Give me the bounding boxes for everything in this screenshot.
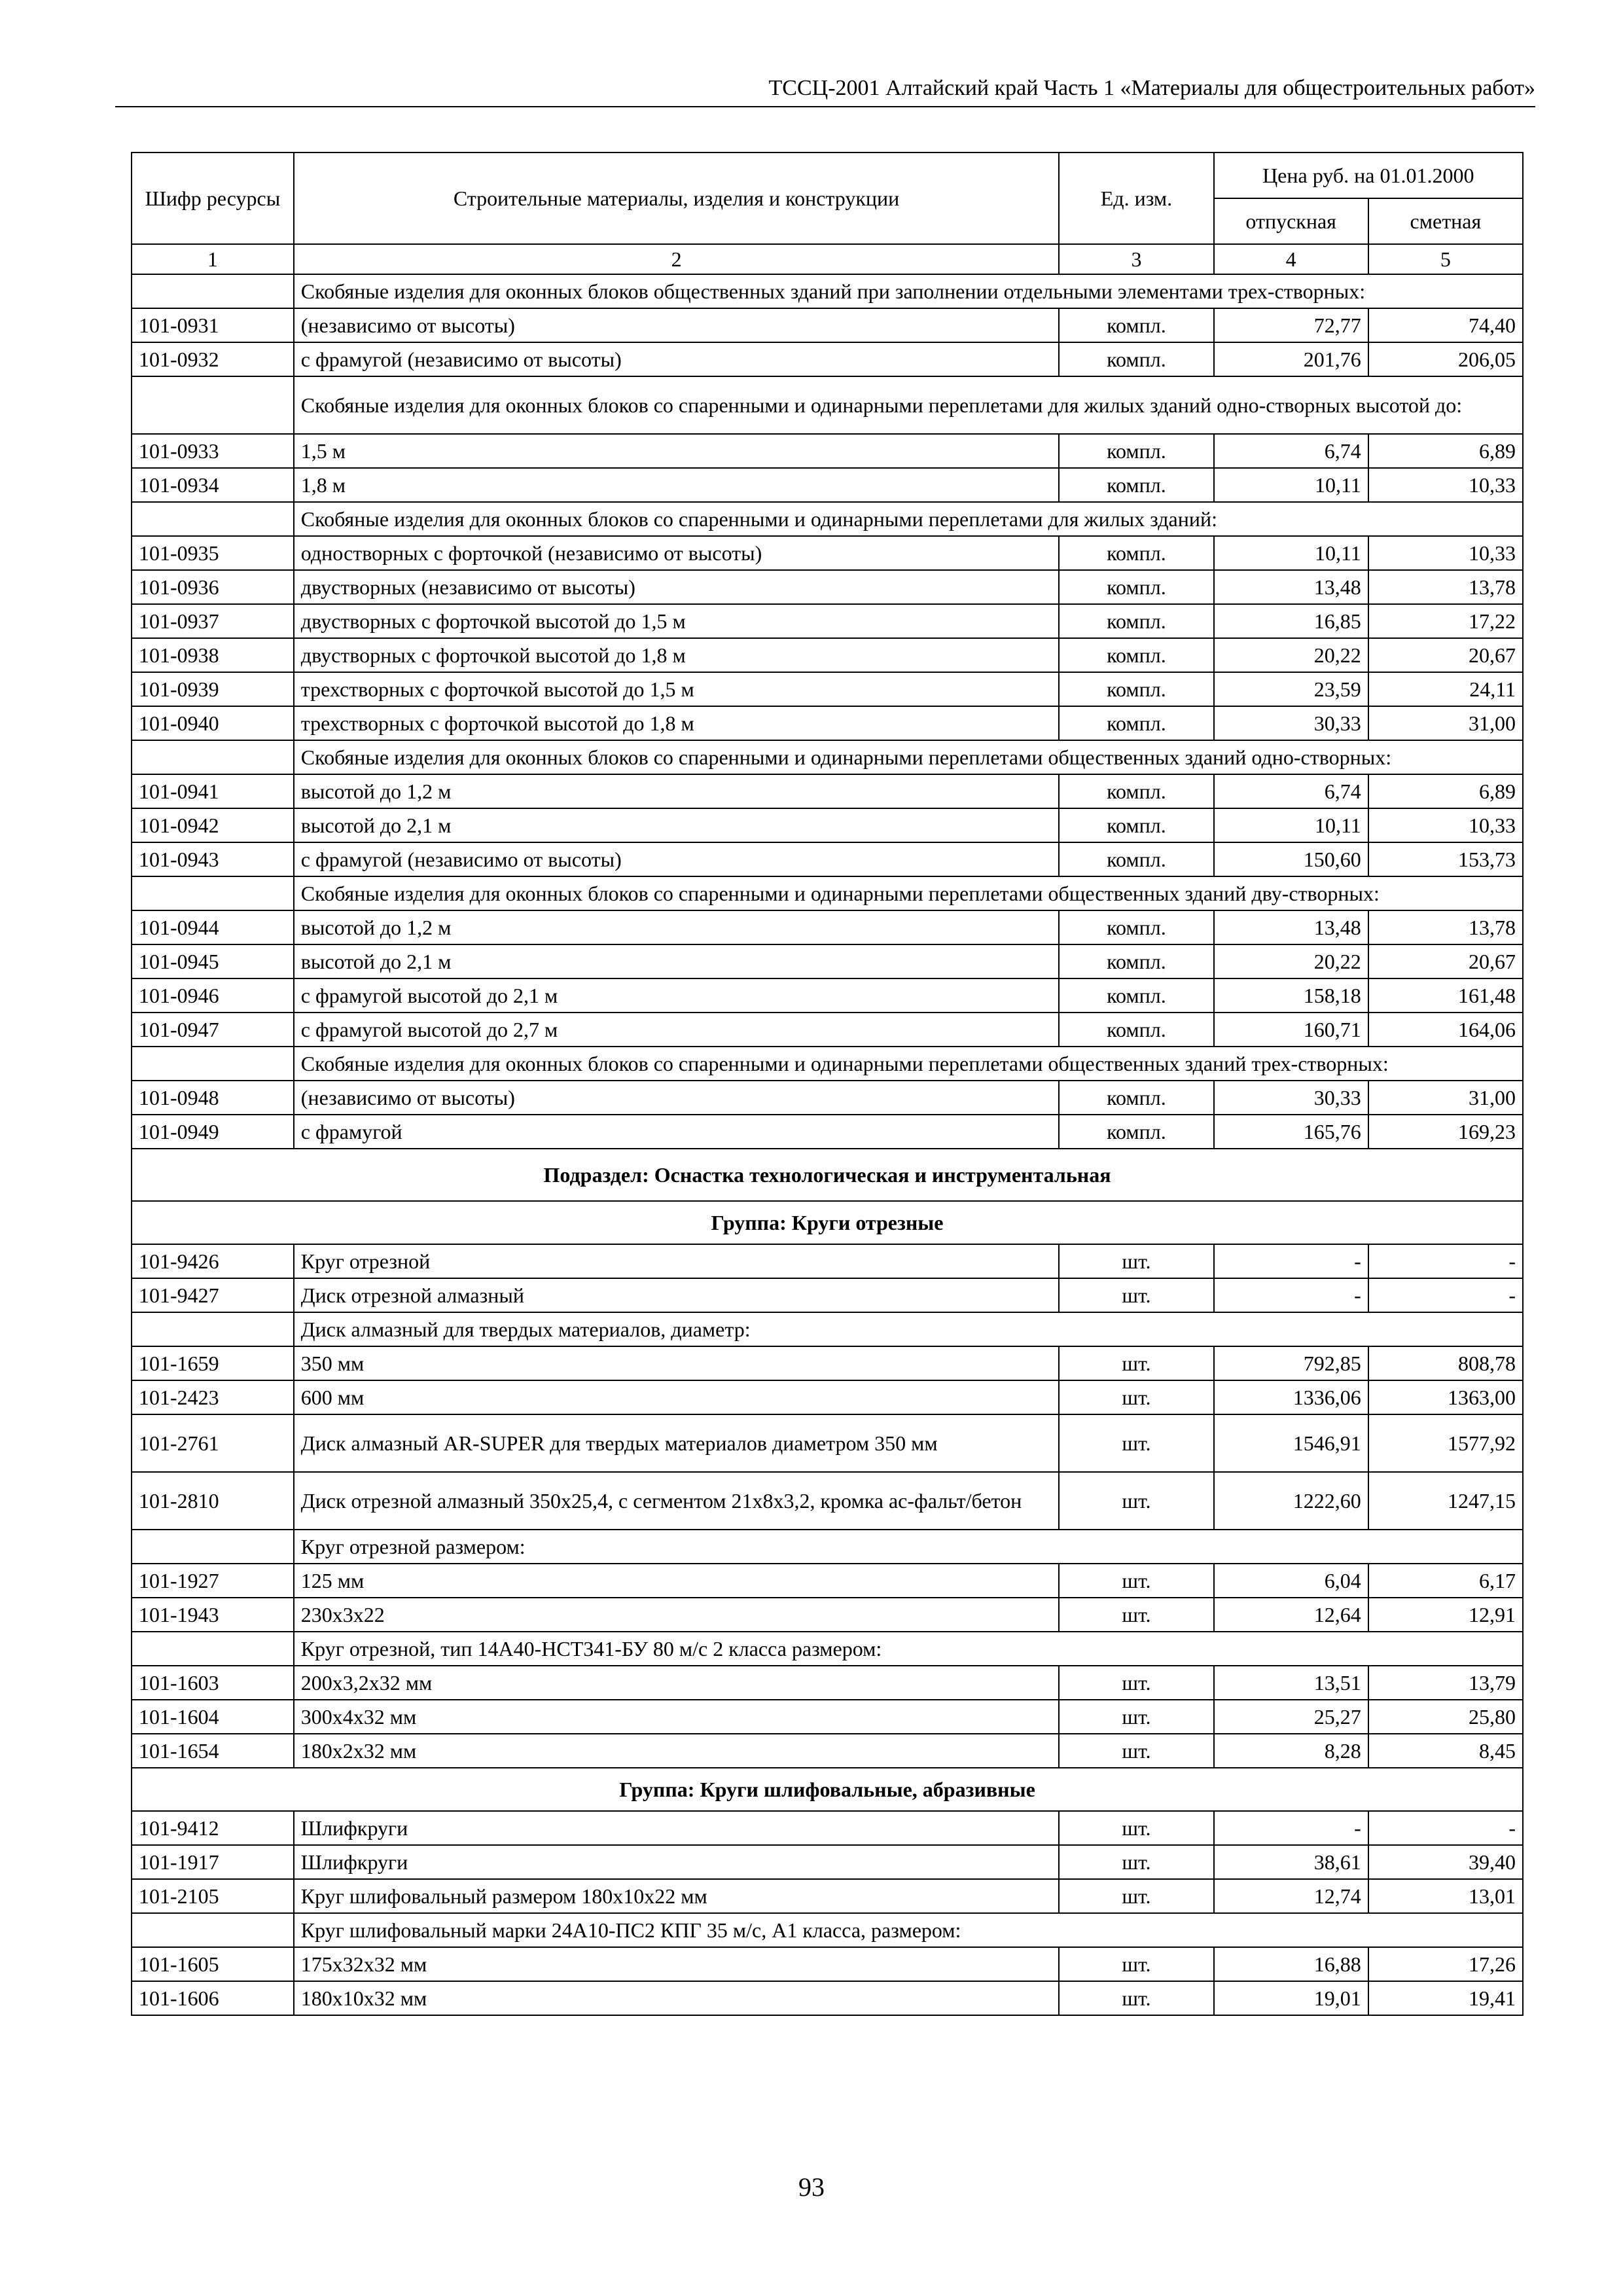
material-name: 1,5 м: [294, 434, 1060, 468]
material-name: двустворных с форточкой высотой до 1,8 м: [294, 638, 1060, 672]
resource-code: 101-0931: [132, 308, 294, 342]
empty-code-cell: [132, 1632, 294, 1666]
material-name: высотой до 1,2 м: [294, 774, 1060, 808]
estimate-price: 10,33: [1368, 808, 1523, 842]
resource-code: 101-0932: [132, 342, 294, 376]
group-heading: Круг отрезной, тип 14А40-НСТ341-БУ 80 м/с 2 класса размером:: [294, 1632, 1523, 1666]
group-heading-row: [132, 1632, 1523, 1666]
col-number: 2: [294, 244, 1060, 274]
estimate-price: 1247,15: [1368, 1472, 1523, 1530]
group-heading-row: [132, 876, 1523, 910]
empty-code-cell: [132, 876, 294, 910]
resource-code: 101-2423: [132, 1380, 294, 1414]
table-row: [132, 1811, 1523, 1845]
estimate-price: 39,40: [1368, 1845, 1523, 1879]
release-price: 201,76: [1214, 342, 1368, 376]
subsection-title: Подраздел: Оснастка технологическая и инструментальная: [132, 1149, 1523, 1201]
unit: компл.: [1059, 706, 1213, 740]
release-price: -: [1214, 1244, 1368, 1278]
material-name: с фрамугой высотой до 2,7 м: [294, 1013, 1060, 1047]
group-heading: Скобяные изделия для оконных блоков со спаренными и одинарными переплетами для жилых зданий одно-створных высотой до:: [294, 376, 1523, 434]
material-name: трехстворных с форточкой высотой до 1,5 м: [294, 672, 1060, 706]
empty-code-cell: [132, 1312, 294, 1346]
release-price: 13,48: [1214, 910, 1368, 944]
release-price: 38,61: [1214, 1845, 1368, 1879]
table-row: [132, 1380, 1523, 1414]
release-price: 20,22: [1214, 944, 1368, 978]
table-row: [132, 468, 1523, 502]
estimate-price: 25,80: [1368, 1700, 1523, 1734]
estimate-price: 169,23: [1368, 1115, 1523, 1149]
release-price: 13,51: [1214, 1666, 1368, 1700]
group-heading: Скобяные изделия для оконных блоков со спаренными и одинарными переплетами для жилых зданий:: [294, 502, 1523, 536]
resource-code: 101-1659: [132, 1346, 294, 1380]
empty-code-cell: [132, 1913, 294, 1947]
group-title: Группа: Круги шлифовальные, абразивные: [132, 1768, 1523, 1811]
table-row: [132, 638, 1523, 672]
empty-code-cell: [132, 1530, 294, 1564]
table-row: [132, 342, 1523, 376]
estimate-price: 164,06: [1368, 1013, 1523, 1047]
table-row: [132, 1472, 1523, 1530]
group-heading: Круг отрезной размером:: [294, 1530, 1523, 1564]
resource-code: 101-9412: [132, 1811, 294, 1845]
material-name: 300х4х32 мм: [294, 1700, 1060, 1734]
estimate-price: 6,89: [1368, 434, 1523, 468]
resource-code: 101-0935: [132, 536, 294, 570]
table-row: [132, 1346, 1523, 1380]
resource-code: 101-1603: [132, 1666, 294, 1700]
unit: шт.: [1059, 1598, 1213, 1632]
estimate-price: -: [1368, 1278, 1523, 1312]
material-name: высотой до 1,2 м: [294, 910, 1060, 944]
resource-code: 101-0936: [132, 570, 294, 604]
release-price: 6,74: [1214, 434, 1368, 468]
material-name: двустворных (независимо от высоты): [294, 570, 1060, 604]
empty-code-cell: [132, 376, 294, 434]
estimate-price: 153,73: [1368, 842, 1523, 876]
estimate-price: 74,40: [1368, 308, 1523, 342]
empty-code-cell: [132, 274, 294, 308]
unit: компл.: [1059, 342, 1213, 376]
group-heading: Скобяные изделия для оконных блоков со спаренными и одинарными переплетами общественных зданий дву-створных:: [294, 876, 1523, 910]
table-row: [132, 1947, 1523, 1981]
resource-code: 101-1604: [132, 1700, 294, 1734]
release-price: 23,59: [1214, 672, 1368, 706]
estimate-price: 206,05: [1368, 342, 1523, 376]
table-row: [132, 1700, 1523, 1734]
material-name: 125 мм: [294, 1564, 1060, 1598]
resource-code: 101-9427: [132, 1278, 294, 1312]
unit: шт.: [1059, 1947, 1213, 1981]
group-heading-row: [132, 1530, 1523, 1564]
material-name: с фрамугой (независимо от высоты): [294, 342, 1060, 376]
resource-code: 101-0947: [132, 1013, 294, 1047]
unit: компл.: [1059, 774, 1213, 808]
group-row: [132, 1768, 1523, 1811]
resource-code: 101-0938: [132, 638, 294, 672]
group-heading: Скобяные изделия для оконных блоков общественных зданий при заполнении отдельными элементами трех-створных:: [294, 274, 1523, 308]
release-price: 8,28: [1214, 1734, 1368, 1768]
col-header-price: Цена руб. на 01.01.2000: [1214, 152, 1523, 198]
unit: шт.: [1059, 1380, 1213, 1414]
group-heading-row: [132, 1312, 1523, 1346]
estimate-price: -: [1368, 1811, 1523, 1845]
material-name: 600 мм: [294, 1380, 1060, 1414]
material-name: Круг отрезной: [294, 1244, 1060, 1278]
col-number: 1: [132, 244, 294, 274]
material-name: Шлифкруги: [294, 1845, 1060, 1879]
resource-code: 101-0940: [132, 706, 294, 740]
table-row: [132, 1734, 1523, 1768]
release-price: 10,11: [1214, 536, 1368, 570]
col-header-name: Строительные материалы, изделия и конструкции: [294, 152, 1060, 244]
estimate-price: 24,11: [1368, 672, 1523, 706]
resource-code: 101-1927: [132, 1564, 294, 1598]
unit: компл.: [1059, 978, 1213, 1013]
release-price: 16,88: [1214, 1947, 1368, 1981]
table-row: [132, 434, 1523, 468]
resource-code: 101-0949: [132, 1115, 294, 1149]
resource-code: 101-1943: [132, 1598, 294, 1632]
table-row: [132, 1564, 1523, 1598]
release-price: 30,33: [1214, 706, 1368, 740]
material-name: высотой до 2,1 м: [294, 808, 1060, 842]
table-row: [132, 774, 1523, 808]
resource-code: 101-1917: [132, 1845, 294, 1879]
estimate-price: 8,45: [1368, 1734, 1523, 1768]
resource-code: 101-0941: [132, 774, 294, 808]
unit: шт.: [1059, 1564, 1213, 1598]
estimate-price: 17,26: [1368, 1947, 1523, 1981]
estimate-price: -: [1368, 1244, 1523, 1278]
unit: шт.: [1059, 1734, 1213, 1768]
material-name: 230х3х22: [294, 1598, 1060, 1632]
estimate-price: 10,33: [1368, 468, 1523, 502]
material-name: с фрамугой (независимо от высоты): [294, 842, 1060, 876]
release-price: 6,04: [1214, 1564, 1368, 1598]
material-name: 180х2х32 мм: [294, 1734, 1060, 1768]
unit: компл.: [1059, 944, 1213, 978]
release-price: 165,76: [1214, 1115, 1368, 1149]
unit: шт.: [1059, 1244, 1213, 1278]
release-price: 1222,60: [1214, 1472, 1368, 1530]
table-row: [132, 808, 1523, 842]
material-name: 200х3,2х32 мм: [294, 1666, 1060, 1700]
estimate-price: 13,79: [1368, 1666, 1523, 1700]
subsection-row: [132, 1149, 1523, 1201]
group-heading: Круг шлифовальный марки 24А10-ПС2 КПГ 35 м/с, А1 класса, размером:: [294, 1913, 1523, 1947]
estimate-price: 13,78: [1368, 910, 1523, 944]
table-row: [132, 1845, 1523, 1879]
table-row: [132, 978, 1523, 1013]
resource-code: 101-0933: [132, 434, 294, 468]
resource-code: 101-2761: [132, 1414, 294, 1472]
resource-code: 101-0944: [132, 910, 294, 944]
release-price: 792,85: [1214, 1346, 1368, 1380]
estimate-price: 12,91: [1368, 1598, 1523, 1632]
estimate-price: 10,33: [1368, 536, 1523, 570]
group-heading-row: [132, 274, 1523, 308]
estimate-price: 31,00: [1368, 706, 1523, 740]
table-row: [132, 1414, 1523, 1472]
document-title: ТССЦ-2001 Алтайский край Часть 1 «Материалы для общестроительных работ»: [768, 76, 1535, 100]
unit: шт.: [1059, 1879, 1213, 1913]
release-price: 10,11: [1214, 808, 1368, 842]
table-row: [132, 1981, 1523, 2015]
material-name: Диск отрезной алмазный: [294, 1278, 1060, 1312]
col-header-unit: Ед. изм.: [1059, 152, 1213, 244]
release-price: 6,74: [1214, 774, 1368, 808]
release-price: 16,85: [1214, 604, 1368, 638]
release-price: -: [1214, 1811, 1368, 1845]
release-price: 72,77: [1214, 308, 1368, 342]
empty-code-cell: [132, 502, 294, 536]
table-row: [132, 308, 1523, 342]
release-price: 10,11: [1214, 468, 1368, 502]
group-heading: Скобяные изделия для оконных блоков со спаренными и одинарными переплетами общественных зданий трех-створных:: [294, 1047, 1523, 1081]
table-row: [132, 1244, 1523, 1278]
empty-code-cell: [132, 740, 294, 774]
unit: компл.: [1059, 570, 1213, 604]
group-title: Группа: Круги отрезные: [132, 1201, 1523, 1244]
estimate-price: 31,00: [1368, 1081, 1523, 1115]
resource-code: 101-0937: [132, 604, 294, 638]
estimate-price: 161,48: [1368, 978, 1523, 1013]
estimate-price: 19,41: [1368, 1981, 1523, 2015]
empty-code-cell: [132, 1047, 294, 1081]
release-price: 12,74: [1214, 1879, 1368, 1913]
group-heading-row: [132, 740, 1523, 774]
estimate-price: 6,17: [1368, 1564, 1523, 1598]
unit: шт.: [1059, 1700, 1213, 1734]
material-name: трехстворных с форточкой высотой до 1,8 м: [294, 706, 1060, 740]
release-price: 19,01: [1214, 1981, 1368, 2015]
col-header-estimate-price: сметная: [1368, 198, 1523, 244]
release-price: 30,33: [1214, 1081, 1368, 1115]
estimate-price: 1577,92: [1368, 1414, 1523, 1472]
resource-code: 101-2810: [132, 1472, 294, 1530]
resource-code: 101-0948: [132, 1081, 294, 1115]
release-price: 158,18: [1214, 978, 1368, 1013]
page-header: [115, 71, 1535, 107]
group-row: [132, 1201, 1523, 1244]
material-name: Диск отрезной алмазный 350х25,4, с сегментом 21х8х3,2, кромка ас-фальт/бетон: [294, 1472, 1060, 1530]
resource-code: 101-0942: [132, 808, 294, 842]
material-name: 350 мм: [294, 1346, 1060, 1380]
resource-code: 101-1654: [132, 1734, 294, 1768]
resource-code: 101-1606: [132, 1981, 294, 2015]
table-row: [132, 1278, 1523, 1312]
group-heading: Скобяные изделия для оконных блоков со спаренными и одинарными переплетами общественных зданий одно-створных:: [294, 740, 1523, 774]
resource-code: 101-9426: [132, 1244, 294, 1278]
material-name: 175х32х32 мм: [294, 1947, 1060, 1981]
release-price: 20,22: [1214, 638, 1368, 672]
resource-code: 101-0939: [132, 672, 294, 706]
material-name: одностворных с форточкой (независимо от высоты): [294, 536, 1060, 570]
material-name: высотой до 2,1 м: [294, 944, 1060, 978]
table-row: [132, 842, 1523, 876]
table-row: [132, 570, 1523, 604]
table-row: [132, 1081, 1523, 1115]
unit: компл.: [1059, 434, 1213, 468]
table-row: [132, 672, 1523, 706]
material-name: с фрамугой высотой до 2,1 м: [294, 978, 1060, 1013]
estimate-price: 1363,00: [1368, 1380, 1523, 1414]
unit: компл.: [1059, 842, 1213, 876]
unit: компл.: [1059, 468, 1213, 502]
unit: шт.: [1059, 1346, 1213, 1380]
unit: шт.: [1059, 1666, 1213, 1700]
estimate-price: 20,67: [1368, 638, 1523, 672]
material-name: 180х10х32 мм: [294, 1981, 1060, 2015]
group-heading-row: [132, 376, 1523, 434]
table-row: [132, 1666, 1523, 1700]
material-name: (независимо от высоты): [294, 1081, 1060, 1115]
estimate-price: 13,78: [1368, 570, 1523, 604]
table-row: [132, 1879, 1523, 1913]
unit: компл.: [1059, 1013, 1213, 1047]
unit: компл.: [1059, 672, 1213, 706]
estimate-price: 20,67: [1368, 944, 1523, 978]
col-header-code: Шифр ресурсы: [132, 152, 294, 244]
unit: компл.: [1059, 308, 1213, 342]
unit: шт.: [1059, 1414, 1213, 1472]
unit: компл.: [1059, 536, 1213, 570]
table-row: [132, 536, 1523, 570]
release-price: 12,64: [1214, 1598, 1368, 1632]
resource-code: 101-0946: [132, 978, 294, 1013]
col-number: 5: [1368, 244, 1523, 274]
unit: шт.: [1059, 1845, 1213, 1879]
resource-price-table: [131, 152, 1524, 2016]
group-heading-row: [132, 1913, 1523, 1947]
unit: шт.: [1059, 1811, 1213, 1845]
col-number: 4: [1214, 244, 1368, 274]
material-name: двустворных с форточкой высотой до 1,5 м: [294, 604, 1060, 638]
estimate-price: 808,78: [1368, 1346, 1523, 1380]
unit: компл.: [1059, 638, 1213, 672]
unit: компл.: [1059, 1115, 1213, 1149]
table-row: [132, 1598, 1523, 1632]
resource-code: 101-0945: [132, 944, 294, 978]
page-number: 93: [798, 2172, 825, 2202]
release-price: 160,71: [1214, 1013, 1368, 1047]
material-name: 1,8 м: [294, 468, 1060, 502]
estimate-price: 17,22: [1368, 604, 1523, 638]
release-price: 150,60: [1214, 842, 1368, 876]
col-number: 3: [1059, 244, 1213, 274]
table-row: [132, 604, 1523, 638]
release-price: 13,48: [1214, 570, 1368, 604]
unit: шт.: [1059, 1981, 1213, 2015]
unit: шт.: [1059, 1278, 1213, 1312]
table-row: [132, 910, 1523, 944]
group-heading-row: [132, 502, 1523, 536]
resource-code: 101-2105: [132, 1879, 294, 1913]
col-header-release-price: отпускная: [1214, 198, 1368, 244]
resource-code: 101-0943: [132, 842, 294, 876]
material-name: (независимо от высоты): [294, 308, 1060, 342]
group-heading-row: [132, 1047, 1523, 1081]
table-row: [132, 706, 1523, 740]
release-price: 25,27: [1214, 1700, 1368, 1734]
release-price: 1546,91: [1214, 1414, 1368, 1472]
table-row: [132, 944, 1523, 978]
unit: компл.: [1059, 1081, 1213, 1115]
unit: компл.: [1059, 604, 1213, 638]
material-name: Диск алмазный AR-SUPER для твердых материалов диаметром 350 мм: [294, 1414, 1060, 1472]
unit: компл.: [1059, 910, 1213, 944]
material-name: Шлифкруги: [294, 1811, 1060, 1845]
material-name: Круг шлифовальный размером 180х10х22 мм: [294, 1879, 1060, 1913]
estimate-price: 6,89: [1368, 774, 1523, 808]
estimate-price: 13,01: [1368, 1879, 1523, 1913]
resource-code: 101-1605: [132, 1947, 294, 1981]
resource-code: 101-0934: [132, 468, 294, 502]
material-name: с фрамугой: [294, 1115, 1060, 1149]
table-row: [132, 1013, 1523, 1047]
unit: компл.: [1059, 808, 1213, 842]
release-price: 1336,06: [1214, 1380, 1368, 1414]
unit: шт.: [1059, 1472, 1213, 1530]
release-price: -: [1214, 1278, 1368, 1312]
group-heading: Диск алмазный для твердых материалов, диаметр:: [294, 1312, 1523, 1346]
table-row: [132, 1115, 1523, 1149]
